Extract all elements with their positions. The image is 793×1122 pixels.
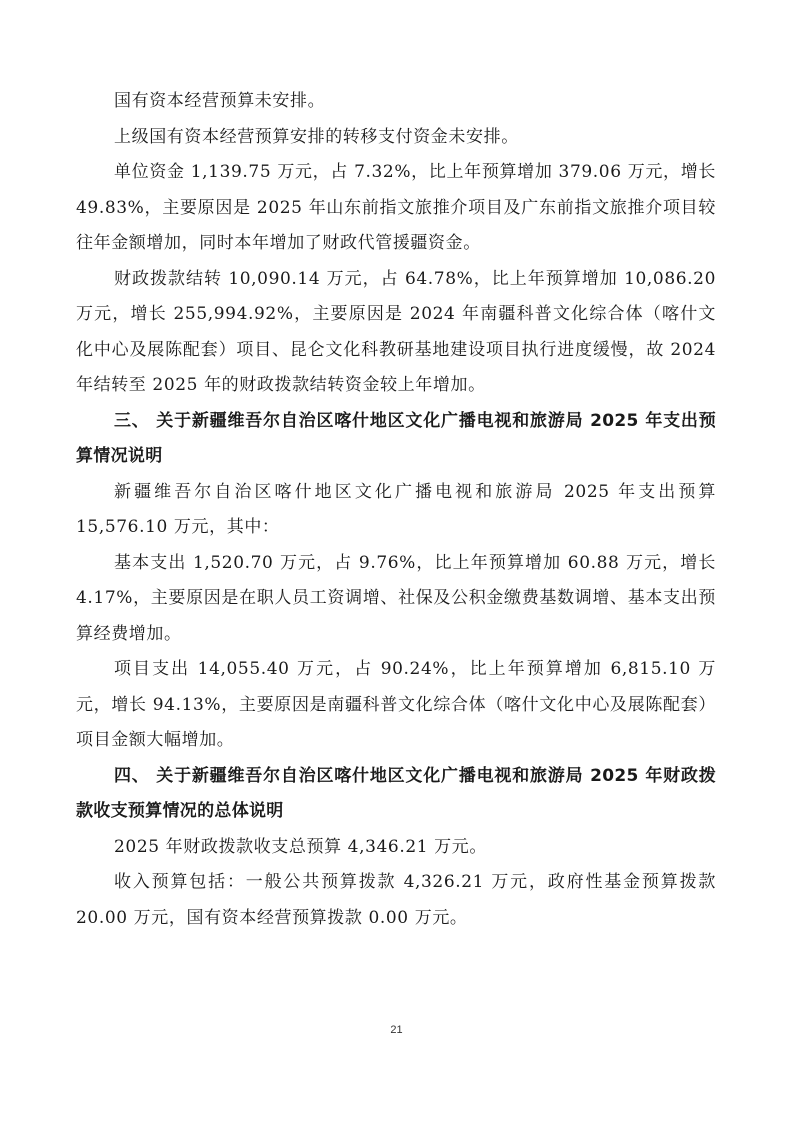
document-body — [76, 84, 716, 936]
paragraph-total-expenditure: 新疆维吾尔自治区喀什地区文化广播电视和旅游局 2025 年支出预算 15,576.10 万元，其中： — [76, 481, 716, 537]
paragraph-basic-expenditure: 基本支出 1,520.70 万元，占 9.76%，比上年预算增加 60.88 万元，增长 4.17%，主要原因是在职人员工资调增、社保及公积金缴费基数调增、基本支出预算经费增加。 — [76, 552, 716, 644]
section-heading-fiscal-appropriation: 四、 关于新疆维吾尔自治区喀什地区文化广播电视和旅游局 2025 年财政拨款收支预算情况的总体说明 — [76, 765, 716, 821]
paragraph-fiscal-carryover: 财政拨款结转 10,090.14 万元，占 64.78%，比上年预算增加 10,086.20 万元，增长 255,994.92%，主要原因是 2024 年南疆科普文化综合体（喀什文化中心及展陈配套）项目、昆仑文化科教研基地建设项目执行进度缓慢，故 2024 年结转至 2025 年的财政拨款结转资金较上年增加。 — [76, 268, 716, 395]
page-number: 21 — [390, 1024, 403, 1036]
paragraph-fiscal-total-budget: 2025 年财政拨款收支总预算 4,346.21 万元。 — [114, 836, 487, 857]
paragraph-unit-funds: 单位资金 1,139.75 万元，占 7.32%，比上年预算增加 379.06 万元，增长 49.83%，主要原因是 2025 年山东前指文旅推介项目及广东前指文旅推介项目较往年金额增加，同时本年增加了财政代管援疆资金。 — [76, 162, 716, 253]
paragraph-state-capital-not-arranged: 国有资本经营预算未安排。 — [114, 91, 326, 111]
paragraph-income-budget: 收入预算包括：一般公共预算拨款 4,326.21 万元，政府性基金预算拨款 20.00 万元，国有资本经营预算拨款 0.00 万元。 — [76, 872, 716, 928]
paragraph-project-expenditure: 项目支出 14,055.40 万元，占 90.24%，比上年预算增加 6,815.10 万元，增长 94.13%，主要原因是南疆科普文化综合体（喀什文化中心及展陈配套）项目金额大幅增加。 — [76, 659, 716, 750]
section-heading-expenditure-budget: 三、 关于新疆维吾尔自治区喀什地区文化广播电视和旅游局 2025 年支出预算情况说明 — [76, 410, 716, 466]
paragraph-transfer-payment-not-arranged: 上级国有资本经营预算安排的转移支付资金未安排。 — [114, 126, 519, 147]
